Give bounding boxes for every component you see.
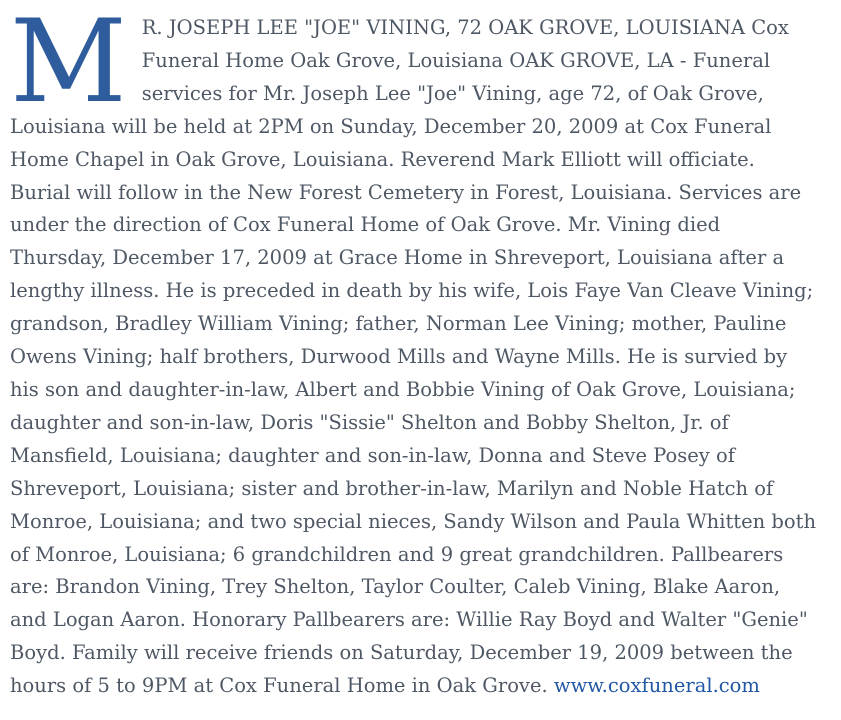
cox-funeral-website-link[interactable]: www.coxfuneral.com bbox=[553, 674, 760, 698]
obituary-body-text: R. JOSEPH LEE "JOE" VINING, 72 OAK GROVE, LOUISIANA Cox Funeral Home Oak Grove, Louisiana OAK GROVE, LA - Funeral services for Mr. Joseph Lee "Joe" Vining, age 72, of Oak Grove, Louisiana will be held at 2PM on Sunday, December 20, 2009 at Cox Funeral Home Chapel in Oak Grove, Louisiana. Reverend Mark Elliott will officiate. Burial will follow in the New Forest Cemetery in Forest, Louisiana. Services are under the direction of Cox Funeral Home of Oak Grove. Mr. Vining died Thursday, December 17, 2009 at Grace Home in Shreveport, Louisiana after a lengthy illness. He is preceded in death by his wife, Lois Faye Van Cleave Vining; grandson, Bradley William Vining; father, Norman Lee Vining; mother, Pauline Owens Vining; half brothers, Durwood Mills and Wayne Mills. He is survied by his son and daughter-in-law, Albert and Bobbie Vining of Oak Grove, Louisiana; daughter and son-in-law, Doris "Sissie" Shelton and Bobby Shelton, Jr. of Mansfield, Louisiana; daughter and son-in-law, Donna and Steve Posey of Shreveport, Louisiana; sister and brother-in-law, Marilyn and Noble Hatch of Monroe, Louisiana; and two special nieces, Sandy Wilson and Paula Whitten both of Monroe, Louisiana; 6 grandchildren and 9 great grandchildren. Pallbearers are: Brandon Vining, Trey Shelton, Taylor Coulter, Caleb Vining, Blake Aaron, and Logan Aaron. Honorary Pallbearers are: Willie Ray Boyd and Walter "Genie" Boyd. Family will receive friends on Saturday, December 19, 2009 between the hours of 5 to 9PM at Cox Funeral Home in Oak Grove. bbox=[10, 16, 817, 698]
drop-cap-letter: M bbox=[10, 0, 127, 128]
obituary-paragraph bbox=[10, 0, 817, 703]
